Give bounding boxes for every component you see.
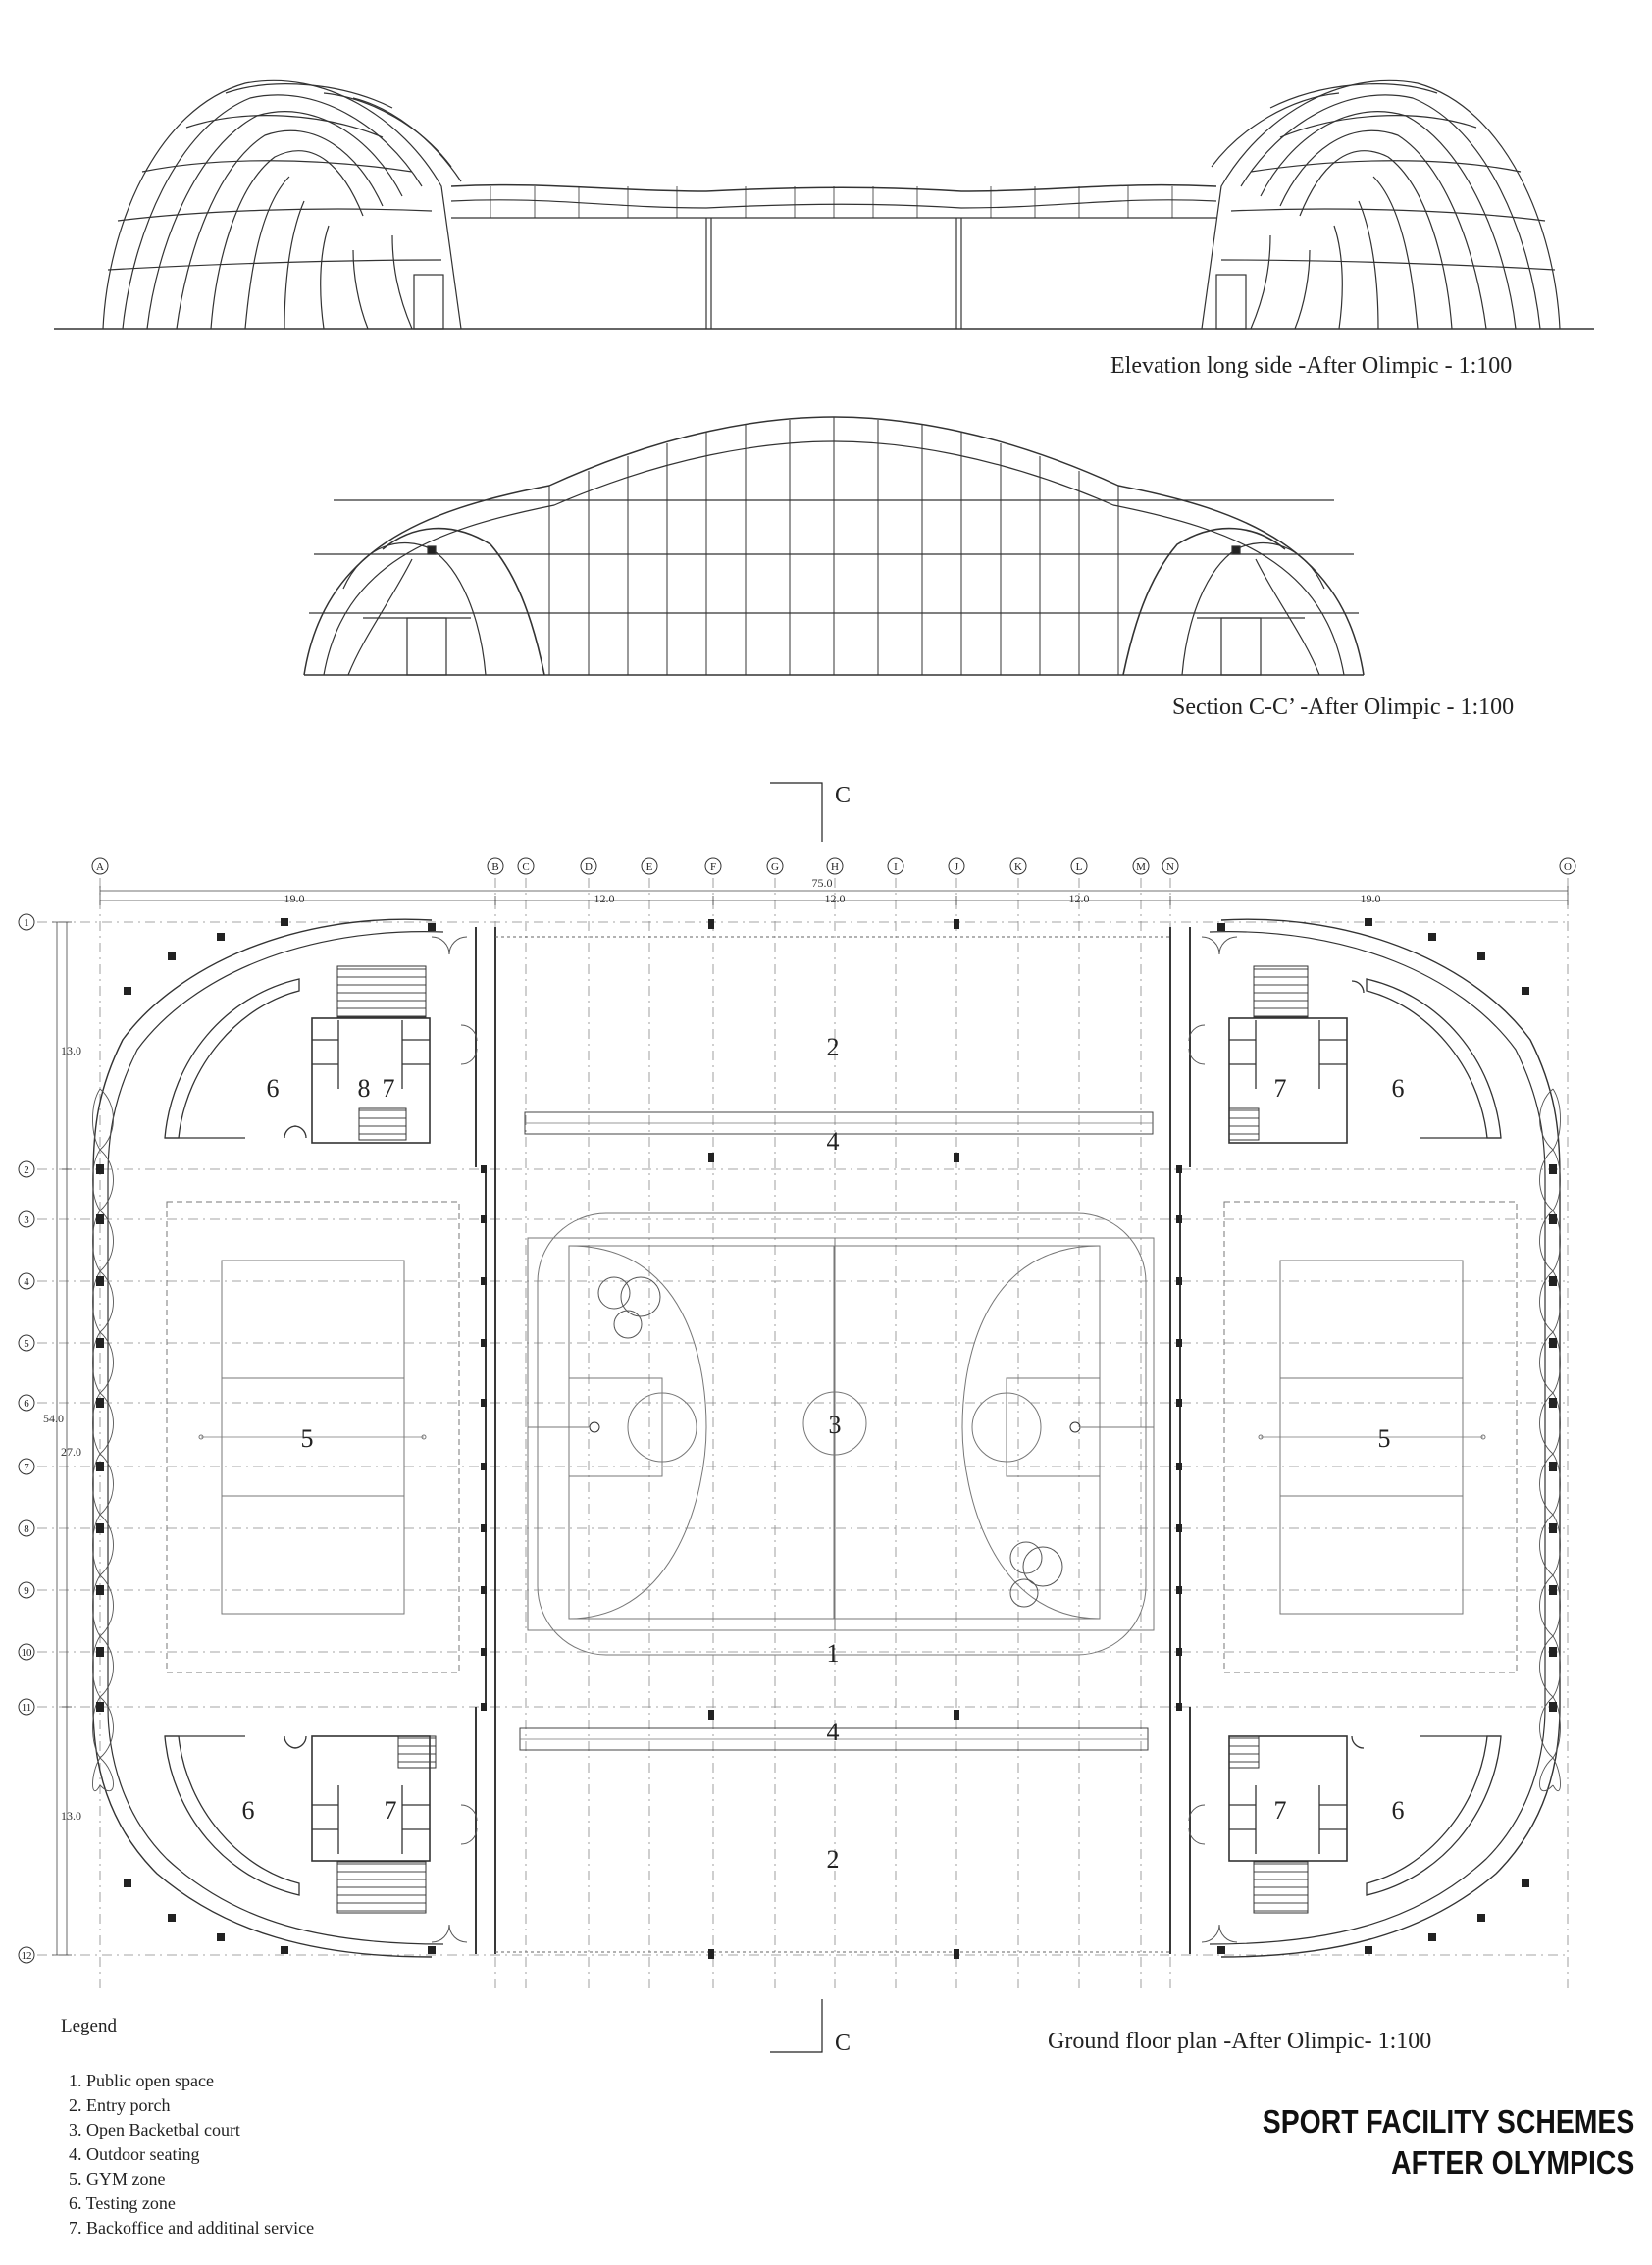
corner-pod-top-left <box>165 966 430 1143</box>
grid-label-row: 10 <box>21 1647 32 1659</box>
zone-label-extra-top-left: 8 <box>357 1074 371 1103</box>
grid-label-row: 12 <box>21 1950 32 1962</box>
legend-item: 4. Outdoor seating <box>69 2144 200 2164</box>
legend-item: 6. Testing zone <box>69 2193 176 2213</box>
dimension-inner-depth: 27.0 <box>61 1445 81 1459</box>
central-walls <box>476 927 1190 1954</box>
zone-label-testing-top-left: 6 <box>266 1074 280 1103</box>
zone-label-testing-top-right: 6 <box>1391 1074 1405 1103</box>
grid-label-row: 5 <box>24 1338 29 1350</box>
zone-label-gym-left: 5 <box>300 1424 314 1453</box>
zone-label-outdoor-seating-top: 4 <box>826 1127 840 1156</box>
dimension-total-width: 75.0 <box>811 876 833 890</box>
grid-label-col: C <box>522 861 530 873</box>
legend-item: 2. Entry porch <box>69 2095 171 2115</box>
grid-label-col: B <box>491 861 499 873</box>
zone-label-backoffice-bottom-right: 7 <box>1273 1796 1287 1825</box>
grid-label-col: O <box>1564 861 1572 873</box>
plan-caption: Ground floor plan -After Olimpic- 1:100 <box>1048 2029 1432 2054</box>
zone-label-entry-porch-top: 2 <box>826 1033 840 1061</box>
grid-label-col: H <box>831 861 839 873</box>
envelope-columns <box>96 918 1557 1954</box>
grid-label-row: 6 <box>24 1398 29 1410</box>
zone-label-testing-bottom-right: 6 <box>1391 1796 1405 1825</box>
legend <box>61 2016 314 2240</box>
grid-label-row: 9 <box>24 1585 29 1597</box>
dimension-segment-5: 19.0 <box>1360 892 1381 905</box>
grid-label-col: N <box>1166 861 1174 873</box>
dimension-segment-1: 19.0 <box>284 892 305 905</box>
legend-item: 5. GYM zone <box>69 2169 166 2188</box>
grid-label-col: L <box>1075 861 1083 873</box>
zone-label-backoffice-top-right: 7 <box>1273 1074 1287 1103</box>
dimension-segment-4: 12.0 <box>1068 892 1090 905</box>
grid-label-col: J <box>954 861 959 873</box>
corner-pod-bottom-left <box>165 1736 436 1913</box>
legend-item: 3. Open Backetbal court <box>69 2120 240 2139</box>
structural-grid-lines <box>37 878 1570 1991</box>
grid-label-row: 1 <box>24 917 29 929</box>
grid-label-row: 8 <box>24 1523 29 1535</box>
zone-label-outdoor-seating-bottom: 4 <box>826 1718 840 1746</box>
gym-zone-right <box>1224 1202 1517 1673</box>
zone-label-entry-porch-bottom: 2 <box>826 1845 840 1874</box>
dimension-top-band: 13.0 <box>61 1044 81 1057</box>
legend-item: 7. Backoffice and additinal service <box>69 2218 315 2238</box>
sheet-title <box>1262 2101 1634 2184</box>
grid-label-col: F <box>709 861 717 873</box>
grid-label-col: G <box>771 861 779 873</box>
sheet-title-line-1: SPORT FACILITY SCHEMES <box>1262 2103 1634 2139</box>
section-marker-label-top: C <box>835 783 852 808</box>
dimension-segment-3: 12.0 <box>824 892 846 905</box>
zone-label-backoffice-top-left: 7 <box>382 1074 395 1103</box>
grid-label-col: M <box>1136 861 1146 873</box>
dimension-total-depth: 54.0 <box>43 1412 64 1425</box>
corner-pod-bottom-right <box>1229 1736 1501 1913</box>
section-cut-marker-top <box>770 783 822 842</box>
grid-label-col: K <box>1014 861 1022 873</box>
grid-label-row: 3 <box>24 1214 29 1226</box>
legend-list <box>61 2069 314 2240</box>
elevation-caption: Elevation long side -After Olimpic - 1:100 <box>1110 353 1513 379</box>
zone-label-basketball-court: 3 <box>828 1411 842 1439</box>
section-c-c <box>304 417 1364 675</box>
grid-label-row: 11 <box>21 1702 32 1714</box>
zone-label-testing-bottom-left: 6 <box>241 1796 255 1825</box>
elevation-long-side <box>54 80 1594 329</box>
grid-label-row: 4 <box>24 1276 29 1288</box>
zone-label-gym-right: 5 <box>1377 1424 1391 1453</box>
grid-label-row: 7 <box>24 1462 29 1473</box>
corner-pod-top-right <box>1229 966 1501 1143</box>
dimension-lines <box>52 886 1568 1955</box>
section-marker-label-bottom: C <box>835 2031 852 2056</box>
dimension-bottom-band: 13.0 <box>61 1809 81 1823</box>
section-caption: Section C-C’ -After Olimpic - 1:100 <box>1172 695 1515 720</box>
section-cut-marker-bottom <box>770 1999 822 2052</box>
dimension-segment-2: 12.0 <box>594 892 615 905</box>
grid-label-col: I <box>894 861 898 873</box>
legend-item: 1. Public open space <box>69 2071 214 2090</box>
zone-label-backoffice-bottom-left: 7 <box>384 1796 397 1825</box>
grid-label-col: D <box>585 861 593 873</box>
grid-label-col: E <box>645 861 653 873</box>
sheet-title-line-2: AFTER OLYMPICS <box>1390 2144 1634 2181</box>
grid-label-row: 2 <box>24 1164 29 1176</box>
legend-title: Legend <box>61 2016 117 2036</box>
grid-label-col: A <box>96 861 104 873</box>
ground-floor-plan <box>19 858 1575 1991</box>
zone-label-public-open-space: 1 <box>826 1639 840 1668</box>
